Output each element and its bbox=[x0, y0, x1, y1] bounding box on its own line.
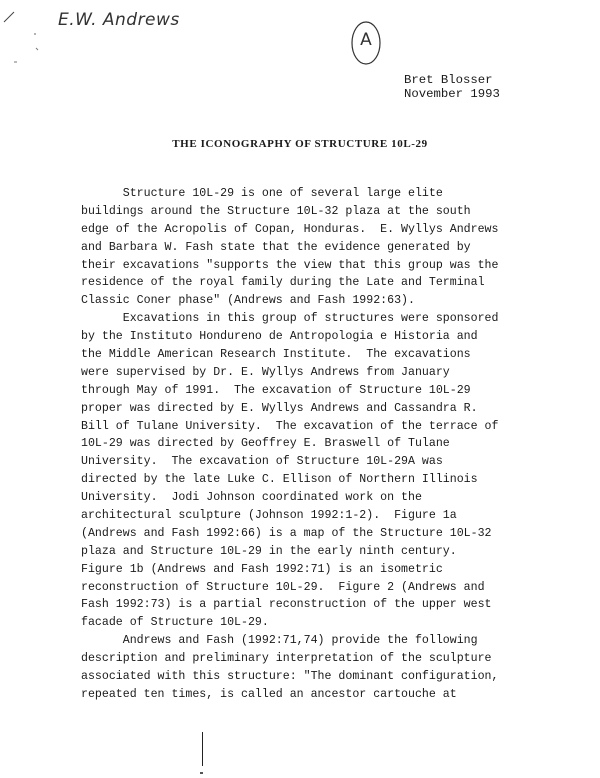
body-text-line: were supervised by Dr. E. Wyllys Andrews from January bbox=[81, 365, 450, 379]
document-date: November 1993 bbox=[404, 87, 500, 101]
body-text-line: associated with this structure: "The dominant configuration, bbox=[81, 670, 499, 684]
handwritten-author-note: E.W. Andrews bbox=[58, 10, 180, 30]
body-text-line: proper was directed by E. Wyllys Andrews and Cassandra R. bbox=[81, 401, 478, 415]
margin-pen-mark bbox=[202, 732, 203, 766]
body-text-line: University. Jodi Johnson coordinated work on the bbox=[81, 491, 422, 505]
body-text-line: edge of the Acropolis of Copan, Honduras. E. Wyllys Andrews bbox=[81, 222, 499, 236]
body-text-line: their excavations "supports the view that this group was the bbox=[81, 258, 499, 272]
body-text-line: description and preliminary interpretation of the sculpture bbox=[81, 652, 492, 666]
body-text-line: facade of Structure 10L-29. bbox=[81, 616, 269, 630]
body-text bbox=[81, 185, 541, 704]
body-text-line: 10L-29 was directed by Geoffrey E. Braswell of Tulane bbox=[81, 437, 450, 451]
body-text-line: Structure 10L-29 is one of several large elite bbox=[81, 187, 443, 200]
body-text-line: plaza and Structure 10L-29 in the early ninth century. bbox=[81, 544, 457, 558]
body-text-line: the Middle American Research Institute. The excavations bbox=[81, 348, 471, 362]
circled-letter-annotation bbox=[350, 18, 382, 68]
body-text-line: architectural sculpture (Johnson 1992:1-2). Figure 1a bbox=[81, 509, 457, 523]
body-text-line: directed by the late Luke C. Ellison of Northern Illinois bbox=[81, 473, 478, 487]
body-text-line: Bill of Tulane University. The excavation of the terrace of bbox=[81, 419, 499, 433]
body-text-line: Figure 1b (Andrews and Fash 1992:71) is an isometric bbox=[81, 562, 443, 576]
body-text-line: buildings around the Structure 10L-32 plaza at the south bbox=[81, 204, 471, 218]
body-text-line: University. The excavation of Structure 10L-29A was bbox=[81, 455, 443, 469]
author-name: Bret Blosser bbox=[404, 73, 493, 87]
body-text-line: by the Instituto Hondureno de Antropologia e Historia and bbox=[81, 330, 478, 344]
body-text-line: residence of the royal family during the Late and Terminal bbox=[81, 276, 485, 290]
body-text-line: repeated ten times, is called an ancestor cartouche at bbox=[81, 687, 457, 701]
pen-stroke-marks bbox=[0, 0, 60, 70]
margin-dot-mark bbox=[200, 772, 203, 774]
body-text-line: through May of 1991. The excavation of Structure 10L-29 bbox=[81, 383, 471, 397]
body-text-line: Andrews and Fash (1992:71,74) provide the following bbox=[81, 634, 478, 648]
document-title: THE ICONOGRAPHY OF STRUCTURE 10L-29 bbox=[172, 138, 428, 150]
body-text-line: (Andrews and Fash 1992:66) is a map of the Structure 10L-32 bbox=[81, 526, 492, 540]
circled-letter: A bbox=[360, 30, 372, 50]
body-text-line: reconstruction of Structure 10L-29. Figure 2 (Andrews and bbox=[81, 580, 485, 594]
author-block bbox=[404, 73, 500, 101]
body-text-line: Fash 1992:73) is a partial reconstruction of the upper west bbox=[81, 598, 492, 612]
body-text-line: Classic Coner phase" (Andrews and Fash 1992:63). bbox=[81, 294, 415, 308]
body-text-line: and Barbara W. Fash state that the evidence generated by bbox=[81, 240, 471, 254]
body-text-line: Excavations in this group of structures were sponsored bbox=[81, 312, 499, 326]
